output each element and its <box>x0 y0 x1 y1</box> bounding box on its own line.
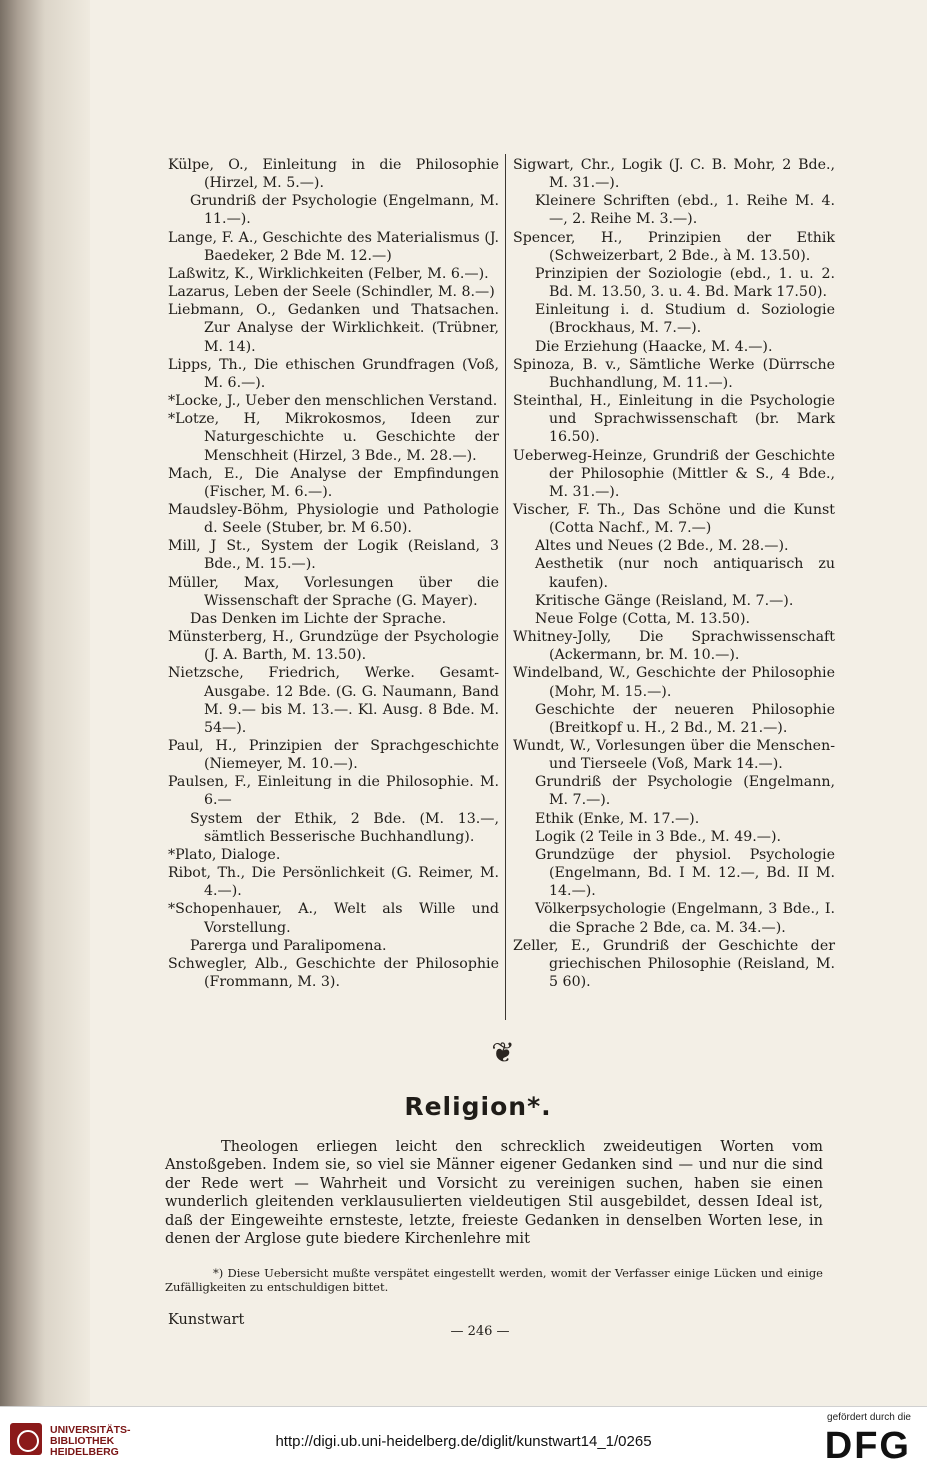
bibliography-entry: Neue Folge (Cotta, M. 13.50). <box>535 610 751 627</box>
funded-by-label: gefördert durch die <box>827 1412 911 1423</box>
footnote-text: *) Diese Uebersicht mußte verspätet eingestellt werden, womit der Verfasser einige Lücken und einige Zufälligkeiten zu entschuldigen bittet. <box>165 1266 823 1294</box>
bibliography-right-column <box>513 156 835 991</box>
bibliography-entry: Aesthetik (nur noch antiquarisch zu kaufen). <box>535 556 835 591</box>
bibliography-entry: Völkerpsychologie (Engelmann, 3 Bde., I. die Sprache 2 Bde, ca. M. 34.—). <box>535 901 835 936</box>
bibliography-entry: System der Ethik, 2 Bde. (M. 13.—, sämtlich Besserische Buchhandlung). <box>190 810 499 845</box>
bibliography-entry: Spencer, H., Prinzipien der Ethik (Schweizerbart, 2 Bde., à M. 13.50). <box>513 229 835 264</box>
bibliography-entry: Einleitung i. d. Studium d. Soziologie (Brockhaus, M. 7.—). <box>535 302 835 337</box>
bibliography-entry: Das Denken im Lichte der Sprache. <box>190 610 447 627</box>
bibliography-entry: Prinzipien der Soziologie (ebd., 1. u. 2. Bd. M. 13.50, 3. u. 4. Bd. Mark 17.50). <box>535 265 835 301</box>
bibliography-entry: *Plato, Dialoge. <box>168 846 281 863</box>
bibliography-entry: Liebmann, O., Gedanken und Thatsachen. Zur Analyse der Wirklichkeit. (Trübner, M. 14). <box>168 302 499 355</box>
bibliography-entry: *Locke, J., Ueber den menschlichen Verstand. <box>168 393 498 410</box>
library-name-line: BIBLIOTHEK <box>50 1435 115 1447</box>
column-divider <box>505 154 506 1020</box>
bibliography-entry: Nietzsche, Friedrich, Werke. Gesamt-Ausgabe. 12 Bde. (G. G. Naumann, Band M. 9.— bis M. 13.—. Kl. Ausg. 8 Bde. M. 54—). <box>168 665 499 736</box>
bibliography-entry: Kleinere Schriften (ebd., 1. Reihe M. 4.—, 2. Reihe M. 3.—). <box>535 193 835 228</box>
bibliography-entry: Grundzüge der physiol. Psychologie (Engelmann, Bd. I M. 12.—, Bd. II M. 14.—). <box>535 846 835 900</box>
bibliography-entry: Kritische Gänge (Reisland, M. 7.—). <box>535 592 794 609</box>
bibliography-entry: Parerga und Paralipomena. <box>190 937 387 954</box>
bibliography-entry: Ethik (Enke, M. 17.—). <box>535 810 700 827</box>
bibliography-entry: Logik (2 Teile in 3 Bde., M. 49.—). <box>535 828 781 845</box>
bibliography-entry: Mill, J St., System der Logik (Reisland, 3 Bde., M. 15.—). <box>168 538 499 573</box>
bibliography-left-column <box>168 156 499 991</box>
journal-signature: Kunstwart <box>168 1312 245 1328</box>
bibliography-entry: Grundriß der Psychologie (Engelmann, M. 7.—). <box>535 774 835 809</box>
bibliography-entry: Geschichte der neueren Philosophie (Breitkopf u. H., 2 Bd., M. 21.—). <box>535 701 835 736</box>
library-name-line: UNIVERSITÄTS- <box>50 1424 131 1436</box>
bibliography-entry: Lange, F. A., Geschichte des Materialismus (J. Baedeker, 2 Bde M. 12.—) <box>168 229 499 264</box>
bibliography-entry: Grundriß der Psychologie (Engelmann, M. 11.—). <box>190 193 499 228</box>
bibliography-entry: Steinthal, H., Einleitung in die Psychologie und Sprachwissenschaft (br. Mark 16.50). <box>513 393 835 446</box>
bibliography-entry: Mach, E., Die Analyse der Empfindungen (Fischer, M. 6.—). <box>168 465 499 500</box>
bibliography-entry: Külpe, O., Einleitung in die Philosophie (Hirzel, M. 5.—). <box>168 157 499 192</box>
bibliography-entry: Lipps, Th., Die ethischen Grundfragen (Voß, M. 6.—). <box>168 356 499 391</box>
bibliography-entry: Maudsley-Böhm, Physiologie und Pathologie d. Seele (Stuber, br. M 6.50). <box>168 501 499 537</box>
viewer-footer <box>0 1406 927 1474</box>
ornament-icon: ❦ <box>491 1036 515 1069</box>
body-text <box>165 1138 823 1248</box>
section-title: Religion*. <box>404 1092 552 1121</box>
bibliography-entry: Laßwitz, K., Wirklichkeiten (Felber, M. 6.—). <box>168 265 489 282</box>
bibliography-entry: Die Erziehung (Haacke, M. 4.—). <box>535 338 773 355</box>
body-paragraph: Theologen erliegen leicht den schrecklich zweideutigen Worten vom Anstoßgeben. Indem sie, so viel sie Männer eigener Gedanken sind — und nur die sind der Rede wert — Wahrheit und Vorsicht zu vereinigen suchen, haben sie einen wunderlich gleitenden verklausulierten vieldeutigen Stil ausgebildet, dessen Ideal ist, daß der Eingeweihte ernsteste, letzte, freieste Gedanken in denselben Worten lese, in denen der Arglose gute biedere Kirchenlehre mit <box>165 1138 823 1248</box>
library-name-line: HEIDELBERG <box>50 1446 119 1458</box>
bibliography-entry: Zeller, E., Grundriß der Geschichte der griechischen Philosophie (Reisland, M. 5 60). <box>513 937 835 991</box>
bibliography-entry: Whitney-Jolly, Die Sprachwissenschaft (Ackermann, br. M. 10.—). <box>513 629 835 664</box>
bibliography-entry: *Schopenhauer, A., Welt als Wille und Vorstellung. <box>168 901 499 936</box>
bibliography-entry: *Lotze, H, Mikrokosmos, Ideen zur Naturgeschichte u. Geschichte der Menschheit (Hirzel, 3 Bde., M. 28.—). <box>168 411 499 464</box>
bibliography-entry: Münsterberg, H., Grundzüge der Psychologie (J. A. Barth, M. 13.50). <box>168 629 499 664</box>
bibliography-entry: Schwegler, Alb., Geschichte der Philosophie (Frommann, M. 3). <box>168 955 499 991</box>
bibliography-entry: Wundt, W., Vorlesungen über die Menschen- und Tierseele (Voß, Mark 14.—). <box>513 738 835 773</box>
footnote <box>165 1266 823 1294</box>
bibliography-entry: Vischer, F. Th., Das Schöne und die Kunst (Cotta Nachf., M. 7.—) <box>513 501 835 537</box>
bibliography-entry: Windelband, W., Geschichte der Philosophie (Mohr, M. 15.—). <box>513 665 835 700</box>
bibliography-entry: Spinoza, B. v., Sämtliche Werke (Dürrsche Buchhandlung, M. 11.—). <box>513 356 835 391</box>
bibliography-entry: Müller, Max, Vorlesungen über die Wissenschaft der Sprache (G. Mayer). <box>168 574 499 609</box>
bibliography-entry: Lazarus, Leben der Seele (Schindler, M. 8.—) <box>168 284 495 301</box>
bibliography-entry: Sigwart, Chr., Logik (J. C. B. Mohr, 2 Bde., M. 31.—). <box>513 157 835 192</box>
source-url-link[interactable]: http://digi.ub.uni-heidelberg.de/diglit/kunstwart14_1/0265 <box>275 1433 652 1450</box>
bibliography-entry: Ribot, Th., Die Persönlichkeit (G. Reimer, M. 4.—). <box>168 865 499 900</box>
dfg-logo: DFG <box>824 1425 911 1467</box>
bibliography-entry: Paul, H., Prinzipien der Sprachgeschichte (Niemeyer, M. 10.—). <box>168 738 499 773</box>
bibliography-entry: Altes und Neues (2 Bde., M. 28.—). <box>535 538 789 555</box>
page-number: — 246 — <box>450 1324 510 1339</box>
bibliography-entry: Ueberweg-Heinze, Grundriß der Geschichte der Philosophie (Mittler & S., 4 Bde., M. 31.—). <box>513 447 835 500</box>
bibliography-entry: Paulsen, F., Einleitung in die Philosophie. M. 6.— <box>168 774 499 809</box>
